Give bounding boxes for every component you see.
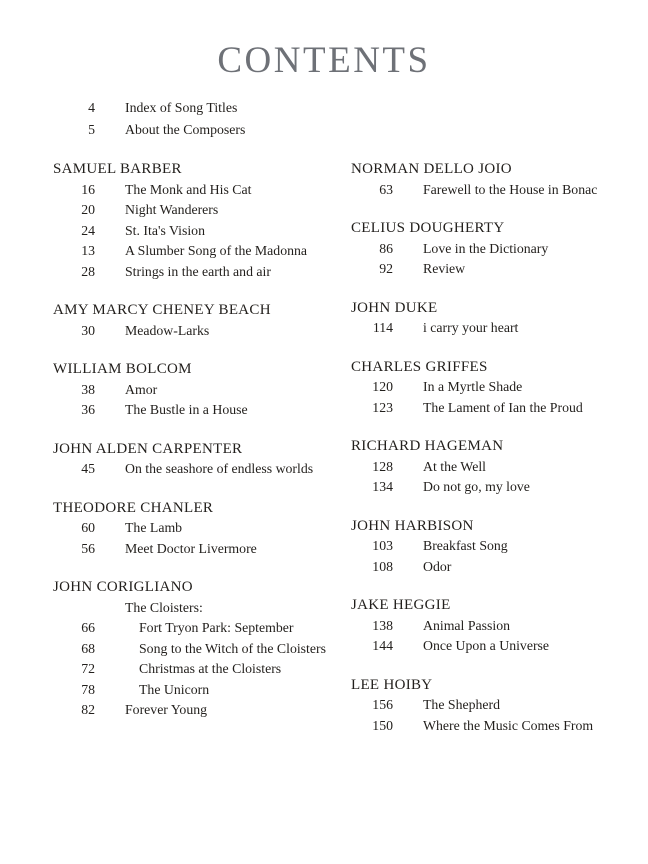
page-number: 4 [88, 100, 95, 115]
composer-name: WILLIAM BOLCOM [53, 361, 192, 377]
toc-entry [53, 200, 351, 221]
song-title: The Lamb [125, 520, 183, 535]
toc-entry [351, 377, 598, 398]
song-title: Breakfast Song [423, 538, 508, 553]
song-title: Meadow-Larks [125, 322, 210, 338]
composer-name: LEE HOIBY [351, 676, 433, 693]
song-title: Review [423, 261, 466, 276]
toc-entry [351, 457, 598, 478]
song-title: The Bustle in a House [125, 402, 248, 417]
song-list [351, 377, 598, 418]
composer-name: CHARLES GRIFFES [351, 358, 488, 375]
song-title: Forever Young [125, 702, 208, 717]
page-number: 36 [81, 402, 95, 417]
toc-entry [53, 659, 351, 680]
song-list [53, 459, 351, 480]
song-title: Christmas at the Cloisters [139, 661, 282, 676]
page-number: 72 [81, 661, 95, 676]
toc-entry [53, 241, 351, 262]
song-title: Animal Passion [423, 617, 510, 633]
composer-name: RICHARD HAGEMAN [351, 438, 504, 454]
song-list [351, 318, 598, 339]
composer-name: JAKE HEGGIE [351, 597, 451, 613]
page-number: 56 [81, 540, 95, 556]
composer-section [351, 298, 598, 339]
toc-entry [351, 695, 598, 716]
song-title: Do not go, my love [423, 479, 530, 494]
page-number: 5 [88, 122, 95, 137]
song-title: Index of Song Titles [125, 100, 238, 115]
toc-entry [53, 180, 351, 201]
toc-entry [53, 400, 351, 421]
toc-entry [351, 636, 598, 657]
toc-entry [53, 680, 351, 701]
page-number: 20 [81, 202, 95, 217]
page-number: 82 [81, 702, 95, 717]
page-number: 86 [379, 240, 393, 256]
toc-entry [53, 97, 598, 119]
toc-entry [53, 639, 351, 660]
song-title: About the Composers [125, 122, 246, 137]
page-number: 156 [372, 697, 393, 712]
column-left [53, 141, 351, 736]
composer-name: AMY MARCY CHENEY BEACH [53, 302, 271, 318]
composer-section [53, 439, 351, 480]
composer-section [351, 516, 598, 578]
composer-name: JOHN CORIGLIANO [53, 579, 193, 595]
toc-entry [53, 518, 351, 539]
toc-entry [53, 598, 351, 619]
page-number: 28 [81, 263, 95, 279]
page-number: 134 [372, 479, 393, 494]
toc-entry [53, 539, 351, 560]
toc-entry [53, 459, 351, 480]
song-title: St. Ita's Vision [125, 222, 205, 238]
song-title: A Slumber Song of the Madonna [125, 243, 308, 258]
toc-entry [53, 221, 351, 242]
front-matter-list [53, 97, 598, 141]
page-number: 123 [372, 399, 393, 415]
page-number: 60 [81, 520, 95, 535]
song-list [351, 695, 598, 736]
song-title: Love in the Dictionary [423, 240, 549, 256]
toc-entry [351, 180, 598, 201]
composer-section [351, 595, 598, 657]
toc-entry [351, 716, 598, 737]
page-number: 138 [372, 617, 393, 633]
song-title: i carry your heart [423, 320, 519, 335]
page-number: 13 [81, 243, 95, 258]
page-number: 128 [372, 458, 393, 474]
page-number: 38 [81, 381, 95, 397]
song-title: Fort Tryon Park: September [139, 620, 294, 635]
page-number: 78 [81, 681, 95, 697]
composer-section [351, 159, 598, 200]
toc-entry [53, 262, 351, 283]
column-right [351, 141, 598, 736]
toc-entry [351, 616, 598, 637]
composer-section [53, 300, 351, 341]
page-number: 103 [372, 538, 393, 553]
contents-columns [53, 141, 598, 736]
page-number: 108 [372, 558, 393, 574]
toc-entry [351, 398, 598, 419]
composer-section [53, 577, 351, 721]
toc-entry [53, 119, 598, 141]
song-list [53, 321, 351, 342]
page-number [53, 598, 95, 619]
song-list [53, 598, 351, 721]
song-list [351, 180, 598, 201]
composer-name: SAMUEL BARBER [53, 161, 182, 177]
toc-entry [53, 321, 351, 342]
composer-name: CELIUS DOUGHERTY [351, 220, 505, 236]
song-title: Odor [423, 558, 452, 574]
page-number: 63 [379, 181, 393, 197]
song-list [351, 239, 598, 280]
song-title: Once Upon a Universe [423, 638, 550, 653]
toc-entry [351, 557, 598, 578]
song-list [351, 536, 598, 577]
page-number: 24 [81, 222, 95, 238]
song-list [351, 457, 598, 498]
song-title: The Monk and His Cat [125, 181, 252, 197]
page-number: 92 [379, 261, 393, 276]
song-title: Meet Doctor Livermore [125, 540, 257, 556]
page-number: 120 [372, 379, 393, 394]
song-title: Song to the Witch of the Cloisters [139, 640, 326, 656]
song-title: The Lament of Ian the Proud [423, 399, 583, 415]
toc-entry [351, 477, 598, 498]
song-title: Farewell to the House in Bonac [423, 181, 598, 197]
toc-entry [351, 259, 598, 280]
composer-section [53, 359, 351, 421]
song-title: Strings in the earth and air [125, 263, 271, 279]
song-title: Night Wanderers [125, 202, 219, 217]
song-title: The Unicorn [139, 681, 210, 697]
page-number: 68 [81, 640, 95, 656]
composer-section [53, 159, 351, 282]
composer-section [351, 675, 598, 737]
composer-name: JOHN ALDEN CARPENTER [53, 440, 243, 457]
page-number: 30 [81, 322, 95, 338]
composer-section [351, 436, 598, 498]
song-list [53, 380, 351, 421]
song-title: The Cloisters: [125, 599, 203, 615]
page-number: 144 [372, 638, 393, 653]
song-list [351, 616, 598, 657]
song-list [53, 518, 351, 559]
composer-name: JOHN HARBISON [351, 517, 474, 534]
toc-entry [351, 239, 598, 260]
composer-section [351, 357, 598, 419]
song-title: Amor [125, 381, 158, 397]
composer-name: THEODORE CHANLER [53, 499, 214, 516]
toc-entry [53, 380, 351, 401]
song-list [53, 180, 351, 283]
toc-entry [351, 536, 598, 557]
page-number: 45 [81, 461, 95, 476]
toc-entry [53, 618, 351, 639]
song-title: In a Myrtle Shade [423, 379, 523, 394]
page-number: 114 [372, 320, 393, 335]
composer-section [53, 498, 351, 560]
toc-entry [53, 700, 351, 721]
composer-name: JOHN DUKE [351, 299, 438, 316]
page-number: 66 [81, 620, 95, 635]
song-title: Where the Music Comes From [423, 717, 594, 733]
page-title: CONTENTS [217, 40, 431, 81]
page-number: 16 [81, 181, 95, 197]
song-title: At the Well [423, 458, 487, 474]
composer-section [351, 218, 598, 280]
toc-entry [351, 318, 598, 339]
song-title: The Shepherd [423, 697, 501, 712]
song-title: On the seashore of endless worlds [125, 461, 314, 476]
composer-name: NORMAN DELLO JOIO [351, 161, 512, 177]
page-number: 150 [372, 717, 393, 733]
